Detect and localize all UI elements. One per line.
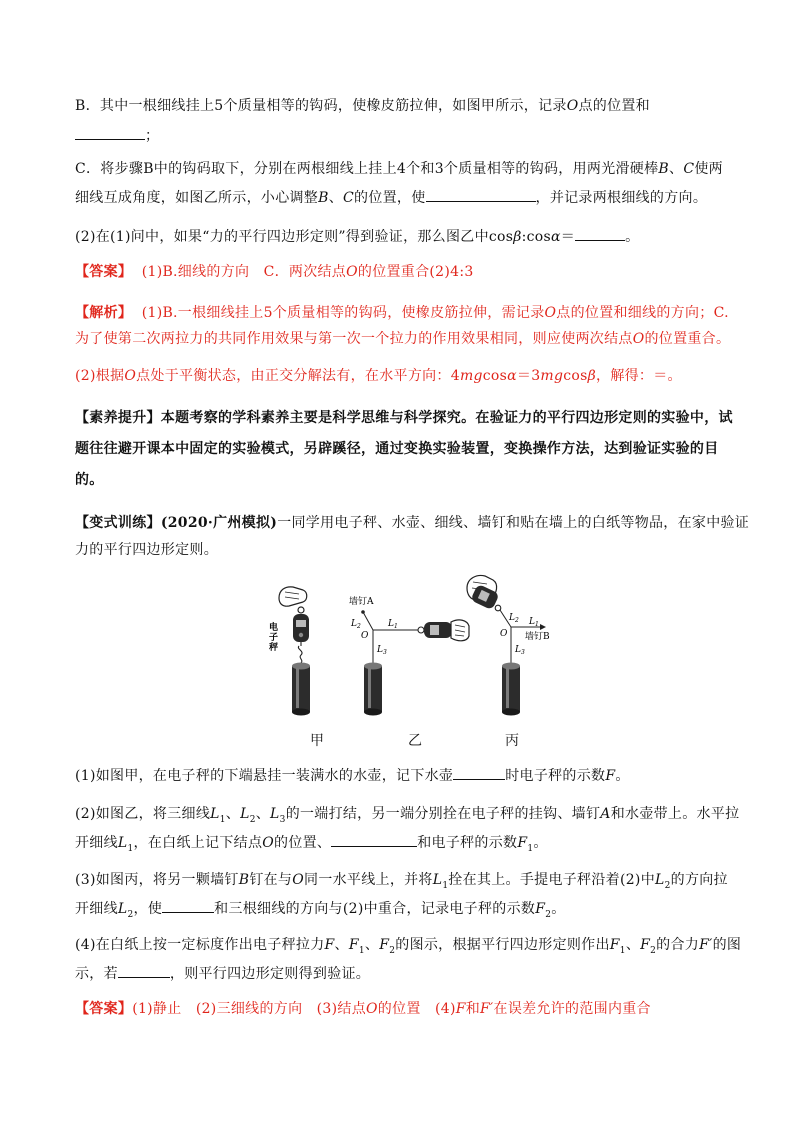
var-B: B (658, 161, 670, 177)
text: 开细线 (75, 835, 118, 851)
scale-display (296, 620, 306, 627)
subscript: 2 (650, 945, 657, 956)
var-L: L (240, 806, 250, 822)
text: :cos (521, 229, 552, 245)
text: 的合力 (656, 937, 700, 953)
kettle-highlight (296, 668, 299, 708)
var-F: F (324, 937, 335, 953)
kettle-bottom (364, 709, 382, 716)
text: ，并记录两根细线的方向。 (535, 190, 708, 206)
text: (3)如图丙，将另一颗墙钉 (75, 872, 239, 888)
analysis-line-3 (75, 366, 735, 386)
kettle-top (292, 663, 310, 670)
kettle-icon (364, 666, 382, 712)
scale-label-char: 秤 (269, 643, 279, 653)
text: 在误差允许的范围内重合 (493, 1001, 651, 1017)
var-alpha: α (507, 368, 517, 384)
var-beta: β (513, 229, 522, 245)
part-4-line-2 (75, 962, 735, 984)
subscript: 2 (389, 945, 396, 956)
var-mg: mg (540, 368, 564, 384)
text: 拴在其上。手提电子秤沿着(2)中 (448, 872, 655, 888)
kettle-icon (502, 666, 520, 712)
text: (2)如图乙，将三细线 (75, 806, 211, 822)
text: 时电子秤的示数 (505, 768, 606, 784)
kettle-icon (292, 666, 310, 712)
text: 和电子秤的示数 (417, 835, 518, 851)
var-beta: β (587, 368, 597, 384)
subscript: 1 (619, 945, 626, 956)
var-C: C (683, 161, 695, 177)
text: (2)根据 (75, 368, 125, 384)
part-3-line-2 (75, 897, 735, 925)
answer-blank (575, 225, 625, 241)
var-O: O (366, 1001, 378, 1017)
text: 、 (328, 190, 344, 206)
var-O: O (346, 264, 358, 280)
step-c-line-1 (75, 159, 735, 179)
analysis-line-1 (75, 303, 735, 323)
var-L: L (210, 806, 220, 822)
kettle-top (502, 663, 520, 670)
text: (1)静止 (2)三细线的方向 (3)结点 (132, 1001, 366, 1017)
literacy-line-3 (75, 470, 735, 490)
hand-icon (451, 620, 469, 641)
figure-bing (467, 576, 550, 716)
var-F: F (348, 937, 359, 953)
answer-blank (453, 764, 505, 780)
var-B: B (318, 190, 329, 206)
scale-ring (298, 607, 304, 613)
variant-tag: 【变式训练】 (75, 515, 161, 531)
var-C: C (343, 190, 355, 206)
literacy-line-2 (75, 439, 735, 459)
kettle-bottom (502, 709, 520, 716)
figure-jia (268, 587, 310, 716)
variant-intro-2 (75, 540, 735, 560)
experiment-figure (255, 572, 555, 742)
text: 【素养提升】本题考察的学科素养主要是科学思维与科学探究。在验证力的平行四边形定则的实验中，试 (75, 410, 733, 426)
var-F: F (455, 1001, 466, 1017)
figure-yi (349, 595, 469, 716)
text: 的位置重合(2)4:3 (357, 264, 474, 280)
var-L: L (117, 835, 128, 851)
text: 为了使第二次两拉力的共同作用效果与第一次一个拉力的作用效果相同，则应使两次结点 (75, 331, 633, 347)
label-O: O (361, 631, 369, 641)
text: (1)B.一根细线挂上5个质量相等的钩码，使橡皮筋拉伸，需记录 (141, 305, 545, 321)
text: ＝ (560, 229, 576, 245)
var-O: O (544, 305, 557, 321)
answer-blank (162, 897, 214, 913)
electronic-scale-icon (293, 614, 309, 642)
hand-icon (279, 587, 307, 606)
nail-B-label: 墙钉B (525, 632, 550, 642)
kettle-bottom (292, 709, 310, 716)
text: ，使 (133, 901, 163, 917)
text: (2)在(1)问中，如果“力的平行四边形定则”得到验证，那么图乙中cos (75, 229, 514, 245)
label-O: O (500, 629, 508, 639)
var-alpha: α (551, 229, 561, 245)
text: 同一水平线上，并将 (304, 872, 433, 888)
kettle-top (364, 663, 382, 670)
analysis-line-2 (75, 329, 735, 349)
literacy-line-1 (75, 408, 735, 428)
answer-blank (75, 124, 145, 140)
text: 力的平行四边形定则。 (75, 542, 218, 558)
answer-2 (75, 999, 735, 1019)
text: 细线互成角度，如图乙所示，小心调整 (75, 190, 319, 206)
answer-blank (426, 186, 536, 202)
text: 的位置、 (274, 835, 332, 851)
subscript: 1 (127, 843, 134, 854)
var-F: F (640, 937, 651, 953)
var-F: F (535, 901, 546, 917)
label-L3: $L_3$ (515, 645, 525, 656)
nail-A-label: 墙钉A (349, 597, 374, 607)
text: B．其中一根细线挂上5个质量相等的钩码，使橡皮筋拉伸，如图甲所示，记录 (75, 98, 567, 114)
text: 的。 (75, 472, 104, 488)
scale-label-char: 子 (269, 633, 279, 643)
var-L: L (432, 872, 443, 888)
subscript: 2 (249, 814, 256, 825)
scale-button (299, 633, 303, 637)
scale-ring (495, 605, 501, 611)
step-b-line-1 (75, 96, 735, 116)
caption-bing: 丙 (505, 733, 519, 749)
text: ＝3 (516, 368, 541, 384)
var-O: O (566, 98, 579, 114)
text: 、 (334, 937, 349, 953)
var-F: F (609, 937, 620, 953)
subscript: 1 (219, 814, 226, 825)
var-F: F (605, 768, 616, 784)
part-3-line-1 (75, 870, 735, 896)
answer-tag: 【答案】 (75, 1001, 133, 1017)
subscript: 2 (545, 909, 552, 920)
text: 开细线 (75, 901, 118, 917)
var-F-prime: F′ (699, 937, 713, 953)
text: 点的位置和细线的方向；C. (556, 305, 729, 321)
var-A: A (600, 806, 611, 822)
text: 的一端打结，另一端分别拴在电子秤的挂钩、墙钉 (285, 806, 601, 822)
label-L2: $L_2$ (509, 613, 519, 624)
part-2-line-2 (75, 831, 735, 859)
text: C．将步骤B中的钩码取下，分别在两根细线上挂上4个和3个质量相等的钩码，用两光滑硬棒 (75, 161, 659, 177)
text: 题往往避开课本中固定的实验模式，另辟蹊径，通过变换实验装置，变换操作方法，达到验证实验的目 (75, 441, 719, 457)
text: 使两 (694, 161, 723, 177)
analysis-tag: 【解析】 (75, 305, 133, 321)
label-L1: $L_1$ (529, 617, 539, 628)
text: 点的位置和 (578, 98, 650, 114)
text: 的图 (712, 937, 742, 953)
text: ； (145, 128, 160, 144)
var-L: L (270, 806, 280, 822)
var-F: F (517, 835, 528, 851)
scale-display (430, 625, 439, 635)
var-O: O (292, 872, 305, 888)
text: 、 (625, 937, 641, 953)
arrow-icon (540, 624, 546, 630)
label-L1: $L_1$ (388, 619, 398, 630)
text: cos (563, 368, 588, 384)
label-L3: $L_3$ (377, 645, 387, 656)
subscript: 1 (442, 880, 449, 891)
var-O: O (632, 331, 645, 347)
label-L2: $L_2$ (351, 619, 361, 630)
text: 、 (255, 806, 271, 822)
step-c-line-2 (75, 186, 735, 208)
part-1 (75, 764, 735, 786)
text: (1)B.细线的方向 C．两次结点 (141, 264, 347, 280)
var-F-prime: F′ (480, 1001, 494, 1017)
text: 、 (225, 806, 241, 822)
step-b-line-2 (75, 124, 735, 146)
text: 。 (615, 768, 630, 784)
text: ，解得：＝。 (596, 368, 682, 384)
hook-chain (298, 642, 302, 663)
var-L: L (655, 872, 665, 888)
subscript: 1 (527, 843, 534, 854)
string-L2 (363, 612, 373, 630)
answer-tag: 【答案】 (75, 264, 133, 280)
subscript: 3 (279, 814, 286, 825)
text: 一同学用电子秤、水壶、细线、墙钉和贴在墙上的白纸等物品，在家中验证 (277, 515, 750, 531)
text: 和三根细线的方向与(2)中重合，记录电子秤的示数 (214, 901, 536, 917)
subscript: 1 (358, 945, 365, 956)
text: cos (482, 368, 508, 384)
text: 的图示，根据平行四边形定则作出 (395, 937, 610, 953)
caption-yi: 乙 (408, 733, 422, 749)
scale-label-char: 电 (269, 623, 279, 633)
subscript: 2 (127, 909, 134, 920)
var-L: L (117, 901, 128, 917)
text: 。 (625, 229, 640, 245)
text: ，在白纸上记下结点 (133, 835, 263, 851)
variant-intro-1 (75, 513, 750, 533)
text: 。 (533, 835, 548, 851)
text: 点处于平衡状态，由正交分解法有，在水平方向：4 (136, 368, 460, 384)
answer-1 (75, 262, 735, 282)
caption-jia: 甲 (310, 733, 324, 749)
kettle-highlight (368, 668, 371, 708)
text: 示，若 (75, 966, 118, 982)
var-B: B (238, 872, 250, 888)
var-O: O (124, 368, 137, 384)
text: 、 (364, 937, 380, 953)
var-mg: mg (459, 368, 483, 384)
text: 的位置 (4) (377, 1001, 456, 1017)
question-2 (75, 225, 735, 247)
text: (1)如图甲，在电子秤的下端悬挂一装满水的水壶，记下水壶 (75, 768, 454, 784)
text: 的方向拉 (670, 872, 728, 888)
text: 、 (669, 161, 684, 177)
kettle-highlight (506, 668, 509, 708)
text: 和水壶带上。水平拉 (610, 806, 740, 822)
answer-blank (331, 831, 417, 847)
part-2-line-1 (75, 804, 740, 830)
var-O: O (262, 835, 275, 851)
text: 。 (551, 901, 566, 917)
var-F: F (379, 937, 390, 953)
text: 的位置重合。 (644, 331, 731, 347)
answer-blank (118, 962, 170, 978)
text: (4)在白纸上按一定标度作出电子秤拉力 (75, 937, 325, 953)
variant-source: (2020·广州模拟) (160, 515, 278, 531)
text: ，则平行四边形定则得到验证。 (169, 966, 371, 982)
text: 的位置，使 (354, 190, 426, 206)
text: 和 (465, 1001, 481, 1017)
text: 钉在与 (249, 872, 293, 888)
subscript: 2 (664, 880, 671, 891)
scale-ring (418, 627, 424, 633)
part-4-line-1 (75, 935, 742, 961)
